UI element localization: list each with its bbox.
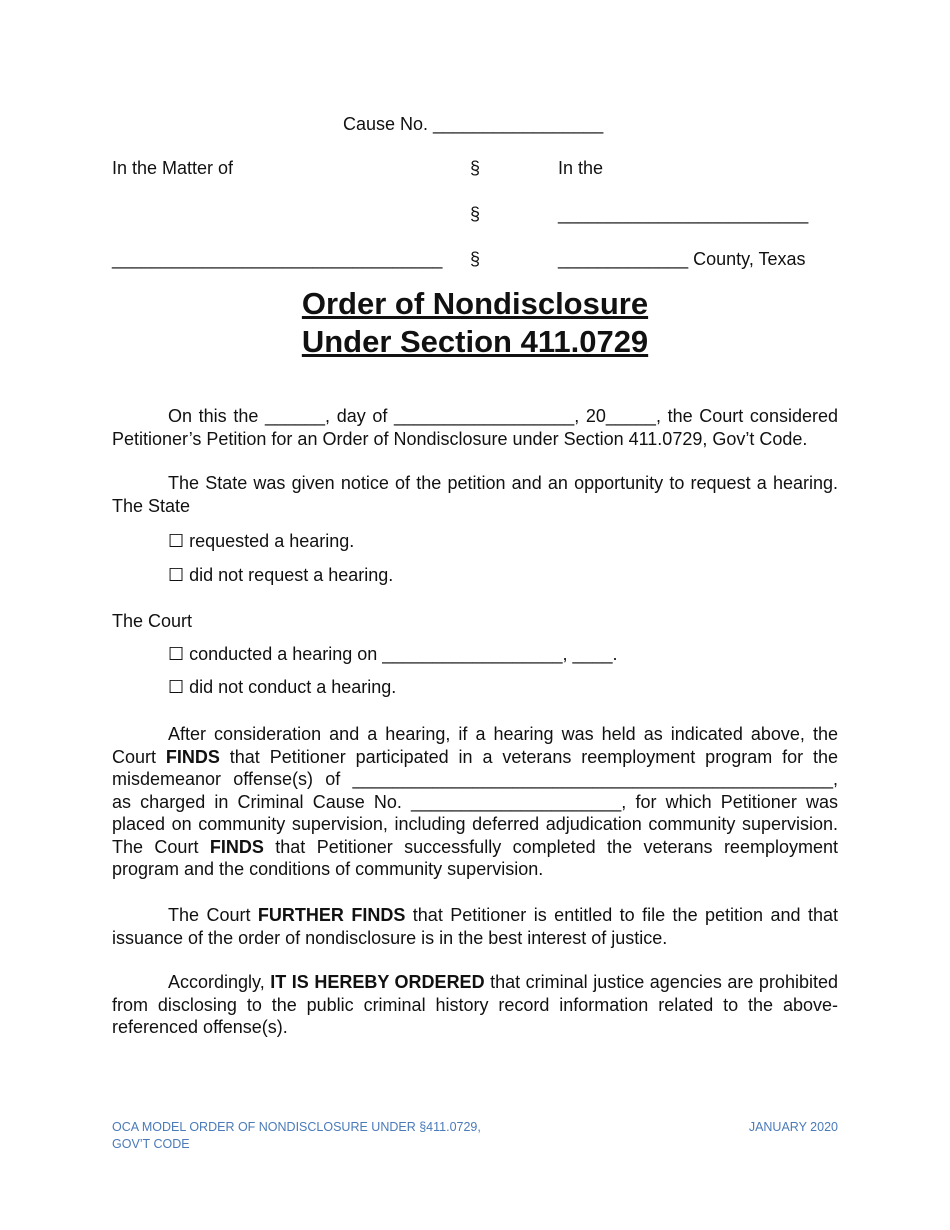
further-finds-emphasis: FURTHER FINDS (257, 905, 406, 925)
order-text: Accordingly, (168, 972, 271, 992)
document-title-line-2: Under Section 411.0729 (301, 324, 649, 359)
finds-emphasis: FINDS (165, 746, 220, 767)
consideration-paragraph: On this the ______, day of __________________, 20_____, the Court considered Petitioner’s Petition for an Order of Nondisclosure under Section 411.0729, Gov’t Code. (112, 406, 838, 449)
finds-emphasis: FINDS (209, 836, 264, 857)
notice-paragraph: The State was given notice of the petition and an opportunity to request a hearing. The State (112, 473, 838, 516)
footer-form-name (112, 1119, 481, 1153)
in-the-label: In the (558, 158, 604, 178)
hereby-ordered-emphasis: IT IS HEREBY ORDERED (270, 972, 485, 992)
the-court-label: The Court (112, 611, 193, 631)
further-findings-text: that Petitioner is entitled to file the petition and that issuance of the order of nondisclosure is in the best interest of justice. (112, 905, 838, 948)
cause-number: Cause No. _________________ (343, 114, 604, 134)
findings-text: that Petitioner successfully completed the veterans reemployment program and the conditions of community supervision. (112, 836, 838, 879)
findings-paragraph (112, 723, 838, 881)
findings-text: After consideration and a hearing, if a hearing was held as indicated above, the Court (112, 724, 838, 767)
court-did-not-conduct-hearing-option: ☐ did not conduct a hearing. (168, 677, 397, 697)
order-paragraph (112, 971, 838, 1039)
state-did-not-request-hearing-option: ☐ did not request a hearing. (168, 565, 394, 585)
footer-date: JANUARY 2020 (748, 1120, 838, 1134)
court-name-blank: _________________________ (558, 204, 809, 224)
in-the-matter-of-label: In the Matter of (112, 158, 234, 178)
order-text: that criminal justice agencies are prohibited from disclosing to the public criminal history record information related to the above-referenced offense(s). (112, 972, 838, 1037)
party-name-blank: _________________________________ (112, 249, 443, 269)
county-texas-blank: _____________ County, Texas (558, 249, 806, 269)
state-requested-hearing-option: ☐ requested a hearing. (168, 531, 355, 551)
further-findings-text: The Court (168, 905, 258, 925)
court-conducted-hearing-option: ☐ conducted a hearing on __________________, ____. (168, 644, 618, 664)
footer-form-name-line-2: GOV’T CODE (112, 1137, 190, 1151)
section-symbol: § (470, 204, 481, 224)
findings-text: that Petitioner participated in a veterans reemployment program for the misdemeanor offense(s) of ________________________________________________, as charged in Criminal Cause No. _____________________, for which Petitioner was placed on community supervision, including deferred adjudication community supervision. The Court (112, 746, 838, 857)
further-findings-paragraph (112, 904, 838, 949)
section-symbol: § (470, 249, 481, 269)
section-symbol: § (470, 158, 481, 178)
document-title-line-1: Order of Nondisclosure (301, 286, 649, 321)
footer-form-name-line-1: OCA MODEL ORDER OF NONDISCLOSURE UNDER §411.0729, (112, 1120, 481, 1134)
